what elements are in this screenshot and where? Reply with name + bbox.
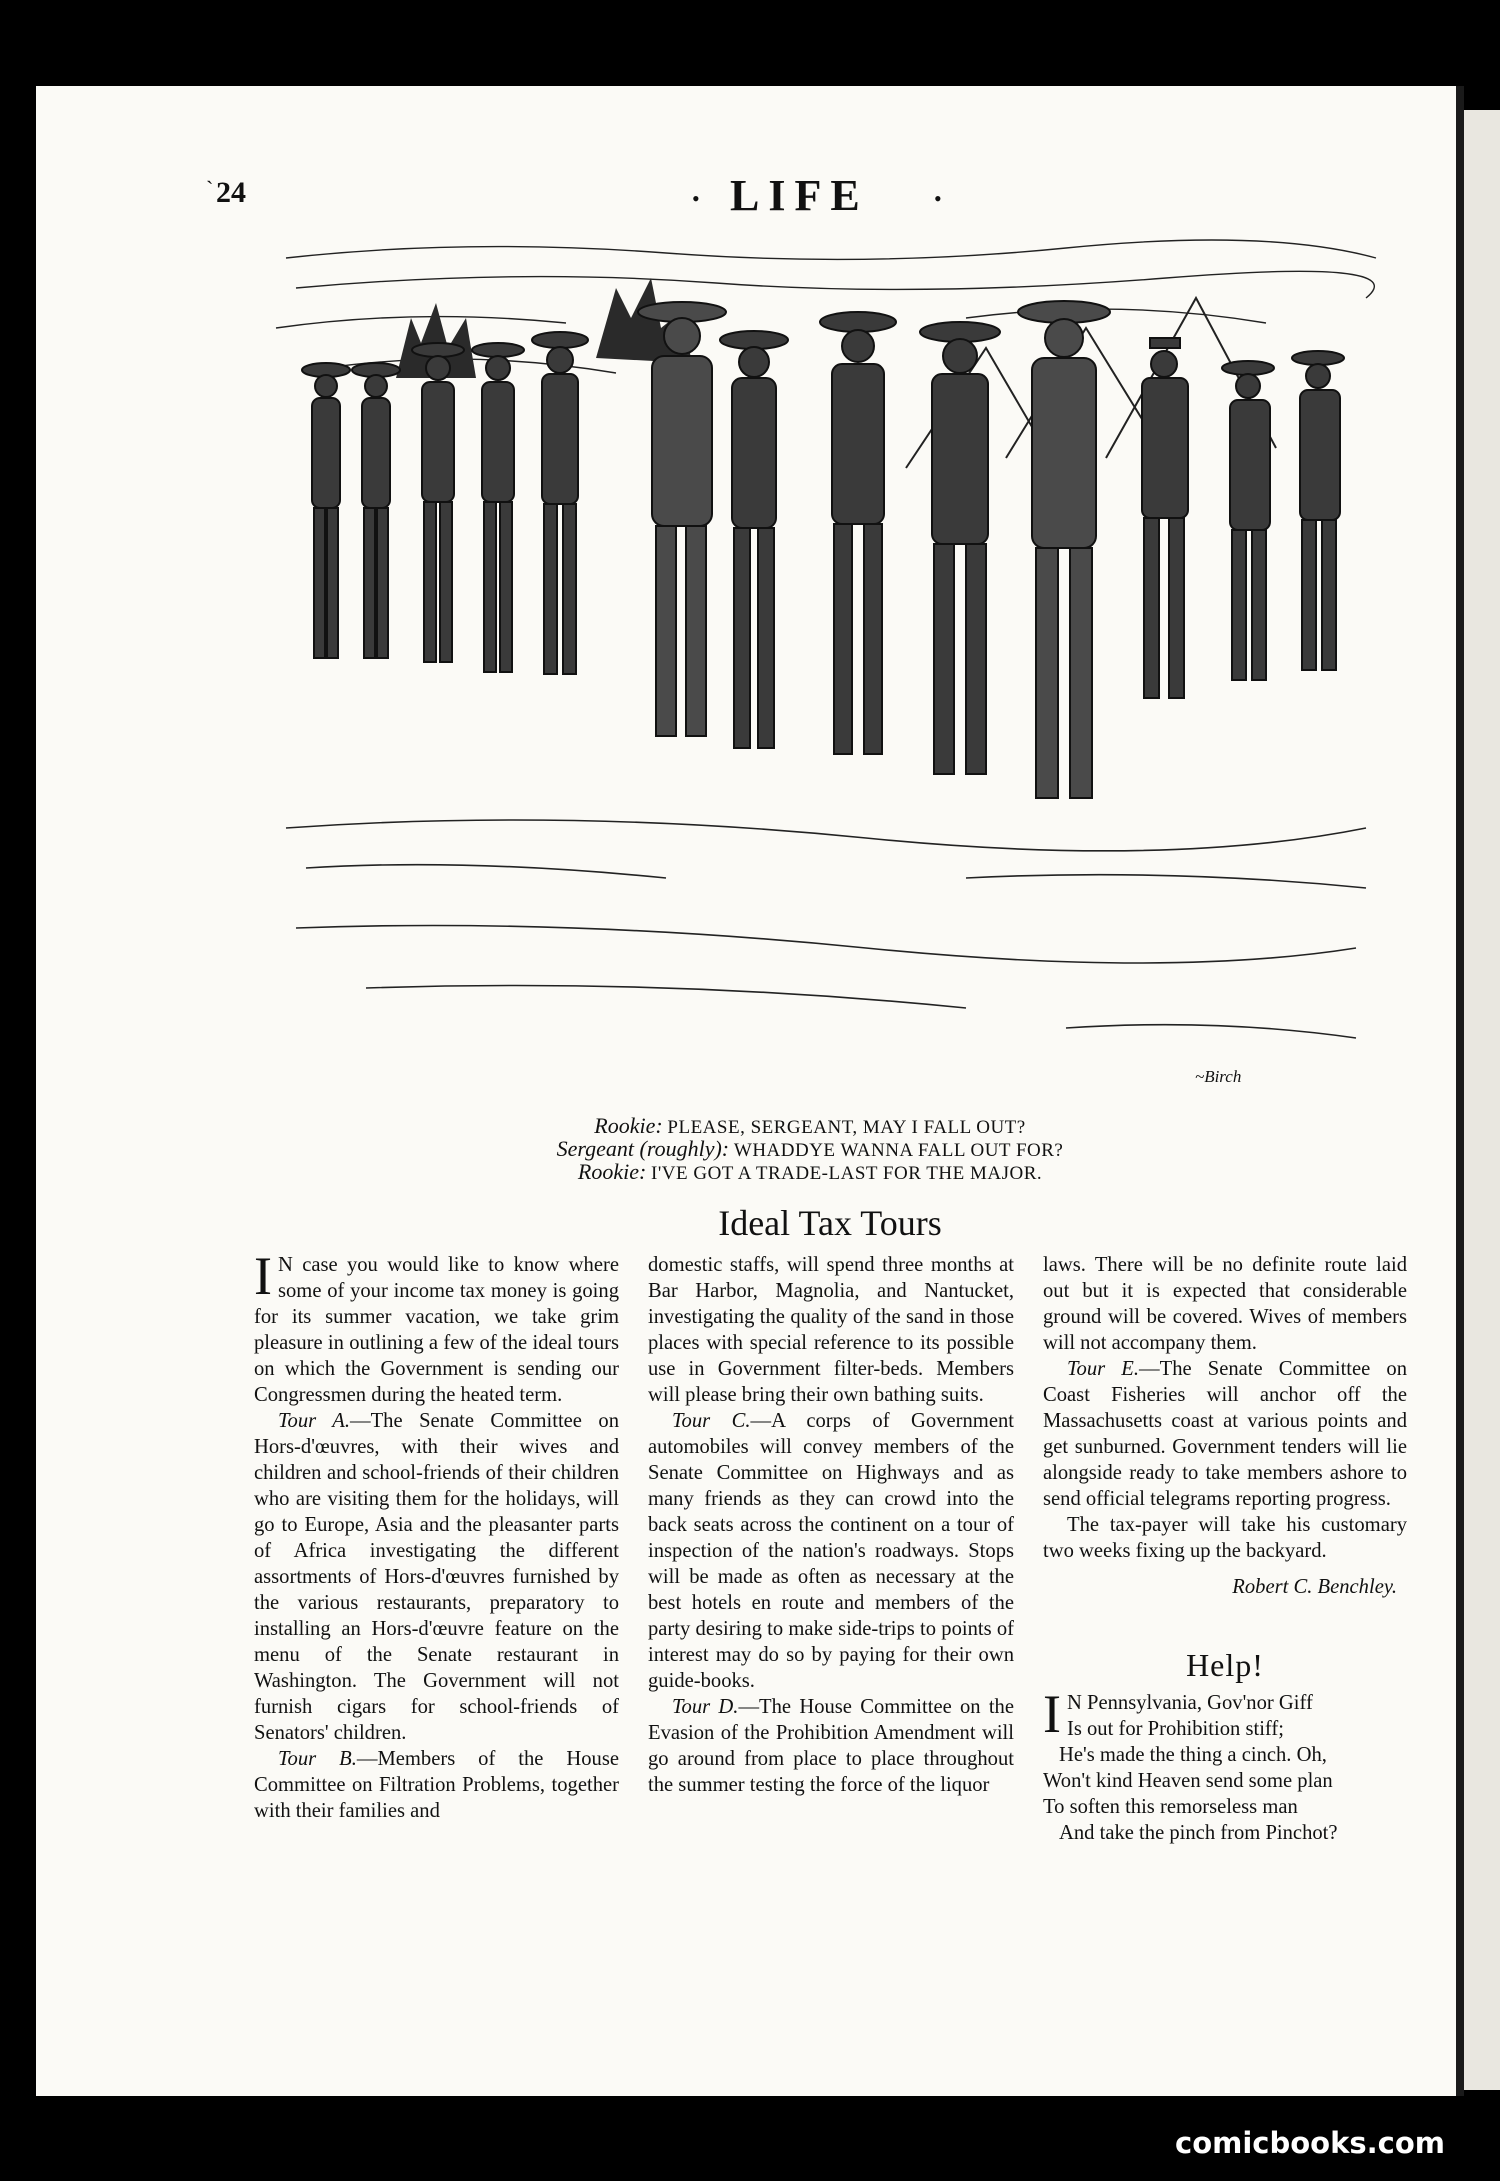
margin-mark: ` [206,176,214,201]
article-intro: I N case you would like to know where some of your income tax money is going for its summer vacation, we take grim pleasure in outlining a few of the ideal tours on which the Government is sending our Congressmen during the heated term. [254,1246,619,1406]
masthead-dot-left: • [692,186,700,211]
page-gutter [1456,86,1464,2096]
author-byline: Robert C. Benchley. [1232,1576,1397,1598]
tour-d: Tour D.—The House Committee on the Evasion of the Prohibition Amendment will go around from place to place throughout the summer testing the force of the liquor [648,1696,1014,1796]
masthead-dot-right: • [934,186,942,211]
poem-line: He's made the thing a cinch. Oh, [1059,1744,1327,1766]
tour-b-continued: domestic staffs, will spend three months at Bar Harbor, Magnolia, and Nantucket, investigating the quality of the sand in those places with special reference to its possible use in Government filter-beds. Members will please bring their own bathing suits. [648,1254,1014,1406]
article-column-2 [648,1252,1014,1798]
artist-signature: ~Birch [1195,1067,1242,1086]
poem-line: To soften this remorseless man [1043,1796,1298,1818]
facing-page-edge [1464,110,1500,2090]
poem [1043,1684,1407,1846]
article-closing: The tax-payer will take his customary two weeks fixing up the backyard. [1043,1514,1407,1562]
tour-a: Tour A.—The Senate Committee on Hors-d'œuvres, with their wives and children and school-friends of their children who are visiting them for the holidays, will go to Europe, Asia and the pleasanter parts of Africa investigating the different assortments of Hors-d'œuvres furnished by the various restaurants, preparatory to installing an Hors-d'œuvre feature on the menu of the Senate restaurant in Washington. The Government will not furnish cigars for school-friends of Senators' children. [254,1410,619,1744]
caption-line: Rookie: I'VE GOT A TRADE-LAST FOR THE MAJOR. [577,1159,1043,1184]
tour-c: Tour C.—A corps of Government automobiles will convey members of the Senate Committee on Highways and as many friends as they can crowd into the back seats across the continent on a tour of inspection of the nation's roadways. Stops will be made as often as necessary at the best hotels en route and members of the party desiring to make side-trips to points of interest may do so by paying for their own guide-books. [648,1410,1014,1692]
article-column-3 [1043,1252,1407,1846]
page-number: 24 [216,176,246,209]
cartoon-illustration [266,228,1392,1108]
poem-line: Won't kind Heaven send some plan [1043,1770,1333,1792]
article-title: Ideal Tax Tours [718,1203,942,1243]
poem-line: And take the pinch from Pinchot? [1059,1822,1338,1844]
poem-line: N Pennsylvania, Gov'nor Giff [1066,1692,1313,1714]
tour-d-continued: laws. There will be no definite route laid out but it is expected that considerable ground will be covered. Wives of members will not accompany them. [1043,1254,1407,1354]
site-watermark: comicbooks.com [1175,2126,1445,2160]
poem-drop-cap: I [1043,1684,1061,1744]
poem-title: Help! [1186,1647,1264,1683]
tour-e: Tour E.—The Senate Committee on Coast Fisheries will anchor off the Massachusetts coast at various points and get sunburned. Government tenders will lie alongside ready to take members ashore to send official telegrams reporting progress. [1043,1358,1408,1510]
article-column-1 [254,1246,619,1824]
poem-line: Is out for Prohibition stiff; [1066,1718,1284,1740]
caption-line: Sergeant (roughly): WHADDYE WANNA FALL OUT FOR? [556,1136,1064,1161]
masthead: LIFE [730,171,869,220]
tour-b: Tour B.—Members of the House Committee on Filtration Problems, together with their families and [254,1748,619,1822]
caption-line: Rookie: PLEASE, SERGEANT, MAY I FALL OUT? [594,1113,1026,1138]
cartoon-caption [500,1115,1120,1184]
drop-cap: I [254,1246,272,1306]
